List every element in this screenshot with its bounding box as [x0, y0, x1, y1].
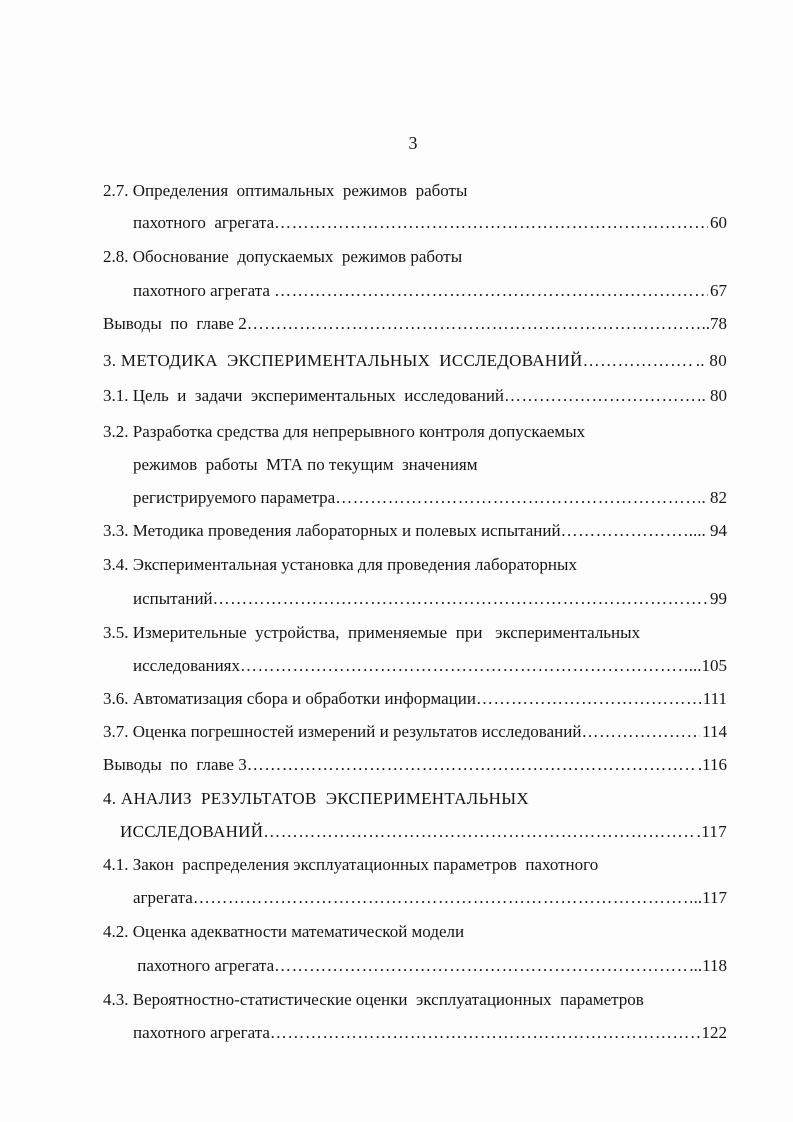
- toc-entry-text: Выводы по главе 3: [103, 755, 247, 774]
- toc-page-number: 111: [702, 689, 727, 708]
- toc-entry-2-7: [133, 212, 727, 234]
- toc-entry-text: 4.1. Закон распределения эксплуатационных параметров пахотного: [103, 855, 599, 874]
- toc-entry-text: 3. МЕТОДИКА ЭКСПЕРИМЕНТАЛЬНЫХ ИССЛЕДОВАНИЙ: [103, 351, 583, 370]
- toc-entry-3-2-title: [103, 421, 585, 443]
- toc-entry-text: 3.5. Измерительные устройства, применяемые при экспериментальных: [103, 623, 641, 642]
- dot-leader: [247, 754, 696, 776]
- toc-entry-text: 2.8. Обоснование допускаемых режимов работы: [103, 247, 463, 266]
- toc-entry-text: 3.6. Автоматизация сбора и обработки информации: [103, 689, 476, 708]
- dot-leader: [561, 520, 687, 542]
- toc-entry-2-7-title: [103, 180, 467, 202]
- toc-chapter-4-title: [103, 788, 529, 810]
- toc-entry-3-3: [103, 520, 727, 542]
- dot-leader: [247, 313, 700, 335]
- toc-entry-text: 3.2. Разработка средства для непрерывного контроля допускаемых: [103, 422, 586, 441]
- dot-leader: [583, 350, 694, 372]
- toc-page-number: 122: [701, 1023, 727, 1042]
- toc-entry-text: агрегата: [133, 888, 193, 907]
- toc-entry-3-5-title: [103, 622, 640, 644]
- page-number: 3: [408, 133, 418, 153]
- toc-entry-text: 4. АНАЛИЗ РЕЗУЛЬТАТОВ ЭКСПЕРИМЕНТАЛЬНЫХ: [103, 789, 529, 808]
- toc-entry-text: 3.3. Методика проведения лабораторных и полевых испытаний: [103, 521, 561, 540]
- dot-leader: [240, 655, 687, 677]
- toc-entry-text: ИССЛЕДОВАНИЙ: [120, 822, 264, 841]
- toc-entry-3-7: [103, 721, 727, 743]
- toc-page-number: 67: [710, 281, 727, 300]
- dot-leader: [274, 280, 708, 302]
- toc-entry-text: Выводы по главе 2: [103, 314, 247, 333]
- toc-entry-text: пахотного агрегата: [133, 213, 275, 232]
- toc-entry-3-1: [103, 385, 727, 407]
- toc-entry-text: 3.1. Цель и задачи экспериментальных исследований: [103, 386, 505, 405]
- toc-entry-2-8: [133, 280, 727, 302]
- toc-page-number: 60: [710, 213, 727, 232]
- dot-leader: [263, 821, 694, 843]
- toc-entry-conclusions-3: [103, 754, 727, 776]
- toc-page-number: 99: [710, 589, 727, 608]
- toc-entry-text: пахотного агрегата: [133, 1023, 270, 1042]
- dot-leader: [193, 887, 692, 909]
- toc-entry-3-4: [133, 588, 727, 610]
- toc-page-number: ..117: [693, 888, 727, 907]
- toc-page-number: ..78: [701, 314, 727, 333]
- dot-leader: [335, 487, 699, 509]
- dot-leader: [274, 212, 708, 234]
- toc-entry-text: режимов работы МТА по текущим значениям: [133, 455, 478, 474]
- toc-entry-3-2-title-cont: [133, 454, 478, 476]
- dot-leader: [270, 1022, 700, 1044]
- dot-leader: [213, 588, 708, 610]
- toc-entry-text: 4.3. Вероятностно-статистические оценки эксплуатационных параметров: [103, 990, 644, 1009]
- toc-entry-3-4-title: [103, 554, 577, 576]
- toc-entry-text: исследованиях: [133, 656, 241, 675]
- toc-entry-3-6: [103, 688, 727, 710]
- toc-page-number: ...105: [688, 656, 727, 675]
- toc-chapter-3: [103, 350, 727, 372]
- dot-leader: [504, 385, 699, 407]
- toc-page-number: .117: [696, 822, 727, 841]
- toc-page-number: 114: [702, 722, 727, 741]
- dot-leader: [476, 688, 701, 710]
- toc-entry-text: пахотного агрегата: [133, 281, 275, 300]
- toc-entry-4-2-title: [103, 921, 464, 943]
- toc-chapter-4: [120, 821, 727, 843]
- toc-entry-text: пахотного агрегата: [133, 956, 275, 975]
- toc-entry-3-2: [133, 487, 727, 509]
- dot-leader: [581, 721, 700, 743]
- toc-entry-2-8-title: [103, 246, 462, 268]
- toc-entry-conclusions-2: [103, 313, 727, 335]
- toc-page-number: . 80: [701, 386, 727, 405]
- toc-entry-text: 3.4. Экспериментальная установка для проведения лабораторных: [103, 555, 577, 574]
- toc-entry-text: испытаний: [133, 589, 213, 608]
- toc-entry-text: 3.7. Оценка погрешностей измерений и результатов исследований: [103, 722, 582, 741]
- toc-entry-4-1: [133, 887, 727, 909]
- toc-entry-4-2: [133, 955, 727, 977]
- toc-entry-text: 2.7. Определения оптимальных режимов работы: [103, 181, 468, 200]
- toc-entry-4-1-title: [103, 854, 598, 876]
- toc-page-number: .116: [697, 755, 727, 774]
- toc-page-number: . 82: [701, 488, 727, 507]
- toc-entry-3-5: [133, 655, 727, 677]
- toc-page-number: ...118: [689, 956, 727, 975]
- toc-page-number: .. 80: [695, 351, 727, 370]
- toc-entry-4-3: [133, 1022, 727, 1044]
- toc-page-number: .... 94: [688, 521, 727, 540]
- dot-leader: [274, 955, 687, 977]
- toc-entry-text: регистрируемого параметра: [133, 488, 336, 507]
- toc-entry-text: 4.2. Оценка адекватности математической модели: [103, 922, 465, 941]
- toc-entry-4-3-title: [103, 989, 644, 1011]
